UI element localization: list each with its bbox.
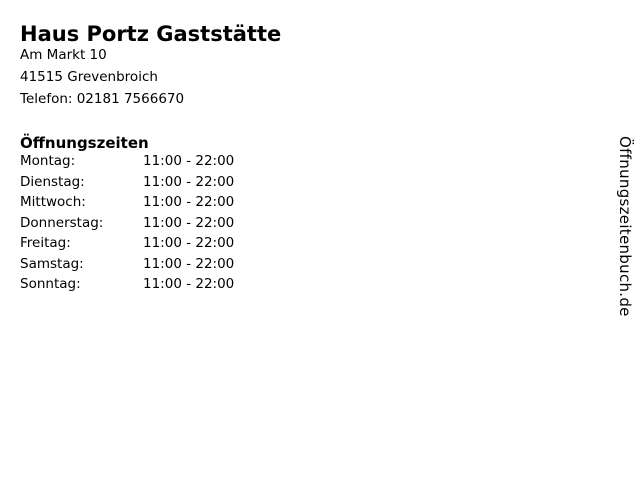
day-label: Donnerstag: bbox=[20, 214, 104, 231]
table-row bbox=[20, 235, 283, 256]
day-label: Sonntag: bbox=[20, 276, 81, 292]
table-row bbox=[20, 276, 283, 297]
page-title: Haus Portz Gaststätte bbox=[20, 22, 282, 47]
opening-hours-table bbox=[20, 153, 283, 297]
day-label: Dienstag: bbox=[20, 173, 85, 190]
watermark-label: Öffnungszeitenbuch.de bbox=[616, 136, 634, 317]
day-hours: 11:00 - 22:00 bbox=[143, 153, 235, 169]
day-hours: 11:00 - 22:00 bbox=[143, 276, 235, 292]
table-row bbox=[20, 174, 283, 195]
day-hours: 11:00 - 22:00 bbox=[143, 173, 235, 190]
day-label: Samstag: bbox=[20, 255, 84, 272]
table-row bbox=[20, 215, 283, 236]
phone-number: Telefon: 02181 7566670 bbox=[20, 91, 185, 107]
address-city: 41515 Grevenbroich bbox=[20, 69, 158, 85]
table-row bbox=[20, 194, 283, 215]
day-hours: 11:00 - 22:00 bbox=[143, 255, 235, 272]
address-block bbox=[20, 44, 184, 110]
day-hours: 11:00 - 22:00 bbox=[143, 194, 235, 210]
address-street: Am Markt 10 bbox=[20, 47, 107, 63]
day-label: Mittwoch: bbox=[20, 194, 86, 210]
day-label: Montag: bbox=[20, 153, 76, 169]
opening-hours-heading: Öffnungszeiten bbox=[20, 134, 149, 153]
table-row bbox=[20, 153, 283, 174]
day-label: Freitag: bbox=[20, 235, 71, 251]
table-row bbox=[20, 256, 283, 277]
day-hours: 11:00 - 22:00 bbox=[143, 235, 235, 251]
day-hours: 11:00 - 22:00 bbox=[143, 214, 235, 231]
